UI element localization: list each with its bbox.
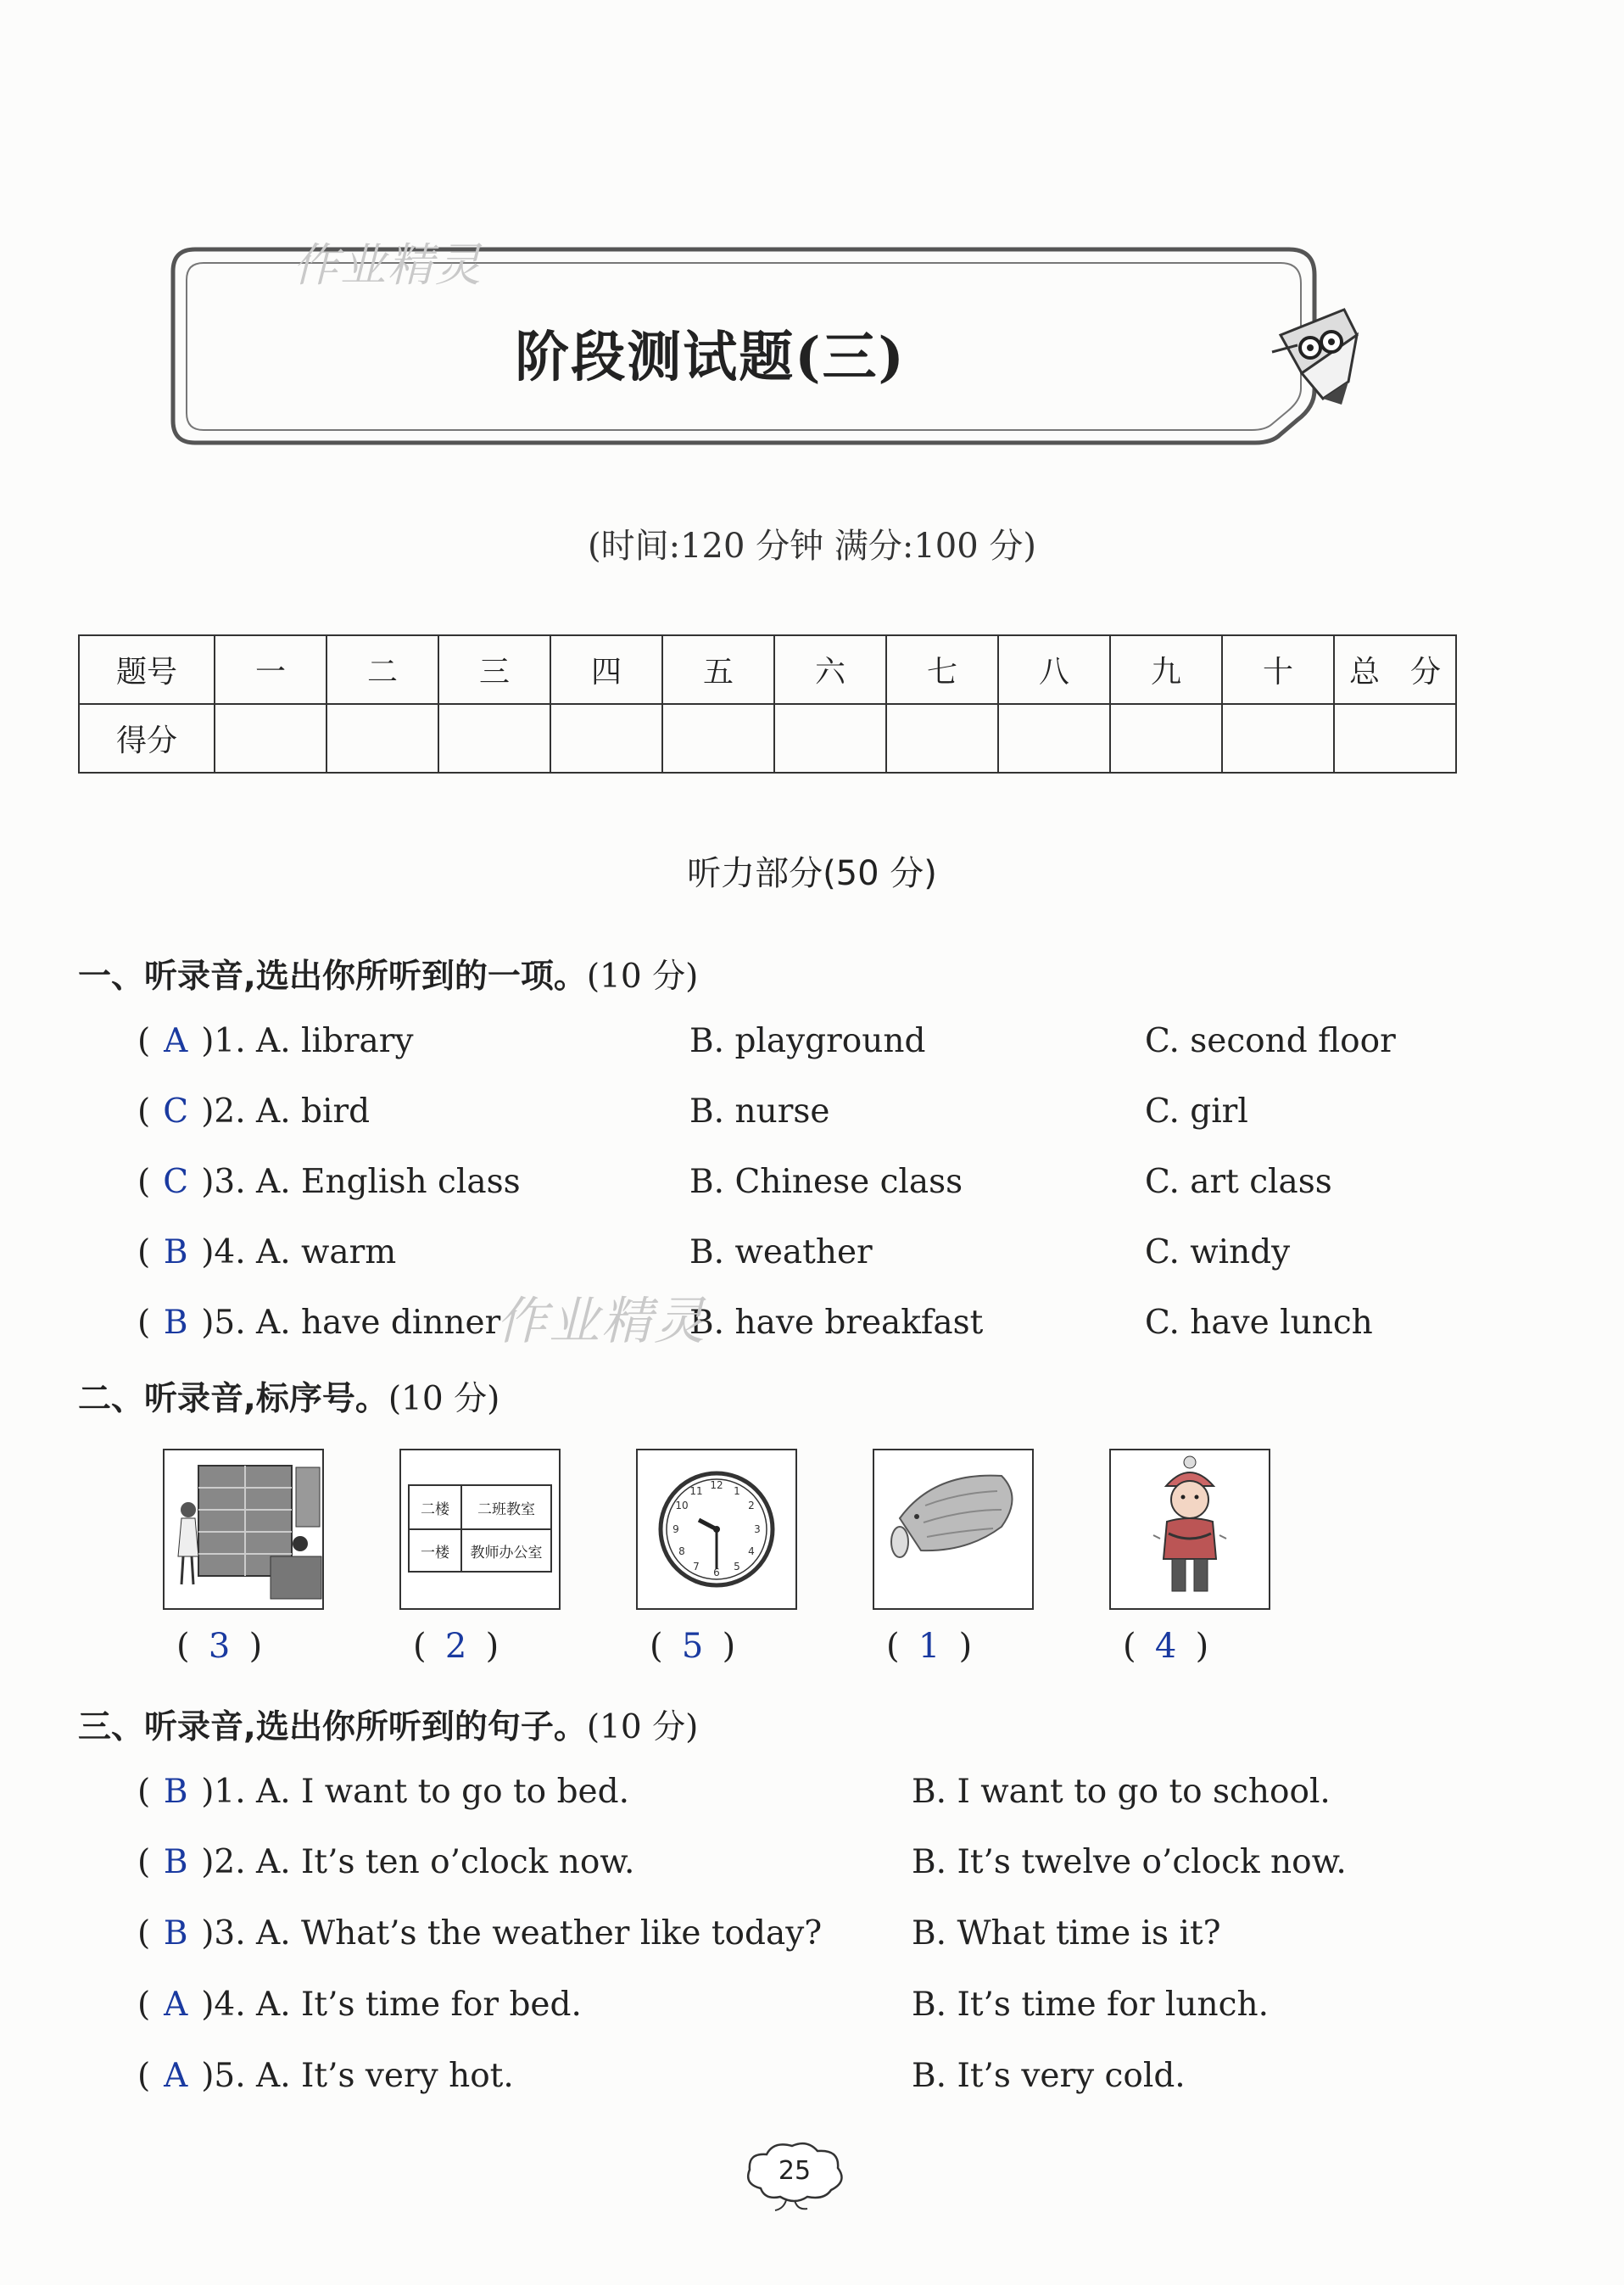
pencil-mascot-icon [1264, 301, 1365, 407]
score-table [78, 634, 1457, 774]
svg-text:6: 6 [713, 1567, 720, 1578]
picture-5-number: ( 4 ) [1123, 1627, 1209, 1666]
svg-text:4: 4 [748, 1545, 755, 1557]
watermark: 作业精灵 [496, 1292, 706, 1351]
option-b: B. What time is it? [912, 1914, 1221, 1953]
option-b: B. It’s time for lunch. [912, 1986, 1269, 2024]
section3-points: (10 分) [586, 1708, 699, 1746]
picture-3-number: ( 5 ) [650, 1627, 736, 1666]
picture-1-number: ( 3 ) [176, 1627, 263, 1666]
watermark: 作业精灵 [293, 238, 483, 292]
header-cell: 三 [438, 635, 550, 704]
s3-question-3: ( B )3. A. What’s the weather like today? [137, 1914, 823, 1953]
svg-text:7: 7 [693, 1561, 700, 1573]
listening-title: 听力部分(50 分) [687, 854, 937, 893]
option-a: )4. A. warm [201, 1233, 397, 1271]
option-c: C. second floor [1145, 1022, 1396, 1060]
score-cell[interactable] [886, 704, 998, 773]
option-c: C. girl [1145, 1092, 1248, 1131]
answer[interactable]: B [163, 1843, 188, 1881]
option-a: )3. A. English class [201, 1163, 521, 1201]
cold-child-icon [1109, 1449, 1270, 1610]
option-a: )5. A. have dinner [201, 1304, 501, 1342]
header-cell: 一 [215, 635, 326, 704]
answer[interactable]: A [164, 2057, 188, 2095]
score-cell[interactable] [1222, 704, 1334, 773]
svg-text:12: 12 [710, 1479, 723, 1491]
score-cell[interactable] [215, 704, 326, 773]
header-cell: 六 [774, 635, 886, 704]
option-b: B. weather [689, 1233, 873, 1271]
s1-question-5: ( B )5. A. have dinner [137, 1304, 501, 1342]
svg-text:10: 10 [675, 1500, 689, 1511]
option-b: B. playground [689, 1022, 926, 1060]
sign-cell: 一楼 [410, 1530, 462, 1571]
section1-heading [78, 950, 698, 997]
svg-text:3: 3 [754, 1523, 761, 1535]
score-cell[interactable] [326, 704, 438, 773]
header-cell: 九 [1110, 635, 1222, 704]
wind-icon [873, 1449, 1034, 1610]
answer[interactable]: A [164, 1986, 188, 2024]
sign-cell: 二班教室 [477, 1500, 535, 1518]
s3-question-2: ( B )2. A. It’s ten o’clock now. [137, 1843, 635, 1881]
page-title: 阶段测试题(三) [515, 326, 906, 389]
s3-question-1: ( B )1. A. I want to go to bed. [137, 1773, 629, 1811]
option-c: C. windy [1145, 1233, 1291, 1271]
s1-question-3: ( C )3. A. English class [137, 1163, 521, 1201]
svg-text:1: 1 [734, 1485, 740, 1497]
header-cell: 八 [998, 635, 1110, 704]
answer[interactable]: B [163, 1914, 188, 1953]
option-a: )2. A. bird [201, 1092, 371, 1131]
answer[interactable]: B [163, 1773, 188, 1811]
s1-question-1: ( A )1. A. library [137, 1022, 414, 1060]
option-b: B. It’s twelve o’clock now. [912, 1843, 1347, 1881]
answer[interactable]: 1 [918, 1627, 940, 1666]
answer[interactable]: 5 [681, 1627, 704, 1666]
floor-sign-icon [399, 1449, 561, 1610]
page-number: 25 [778, 2156, 812, 2186]
header-cell: 四 [550, 635, 662, 704]
header-cell: 五 [662, 635, 774, 704]
section3-heading-text: 三、听录音,选出你所听到的句子。 [78, 1708, 587, 1746]
section1-points: (10 分) [586, 958, 699, 996]
svg-text:5: 5 [734, 1561, 740, 1573]
option-a: )1. A. I want to go to bed. [201, 1773, 629, 1811]
option-c: C. art class [1145, 1163, 1332, 1201]
answer[interactable]: A [164, 1022, 188, 1060]
option-b: B. Chinese class [689, 1163, 963, 1201]
option-a: )1. A. library [201, 1022, 414, 1060]
score-cell[interactable] [438, 704, 550, 773]
score-table-header-row [79, 635, 1456, 704]
section2-points: (10 分) [388, 1380, 500, 1418]
option-a: )4. A. It’s time for bed. [201, 1986, 582, 2024]
option-b: B. have breakfast [689, 1304, 984, 1342]
s3-question-5: ( A )5. A. It’s very hot. [137, 2057, 514, 2095]
sign-cell: 二楼 [410, 1486, 462, 1528]
header-cell: 总 分 [1334, 635, 1456, 704]
answer[interactable]: 3 [208, 1627, 231, 1666]
score-cell[interactable] [1110, 704, 1222, 773]
score-label-cell: 得分 [79, 704, 215, 773]
header-cell: 题号 [79, 635, 215, 704]
svg-text:11: 11 [689, 1485, 703, 1497]
score-cell[interactable] [998, 704, 1110, 773]
library-icon [163, 1449, 324, 1610]
s3-question-4: ( A )4. A. It’s time for bed. [137, 1986, 582, 2024]
option-a: )3. A. What’s the weather like today? [201, 1914, 823, 1953]
sign-cell: 教师办公室 [470, 1544, 543, 1562]
score-cell[interactable] [774, 704, 886, 773]
svg-text:2: 2 [748, 1500, 755, 1511]
answer[interactable]: B [163, 1233, 188, 1271]
s1-question-4: ( B )4. A. warm [137, 1233, 397, 1271]
score-cell[interactable] [662, 704, 774, 773]
svg-text:8: 8 [678, 1545, 685, 1557]
score-cell[interactable] [550, 704, 662, 773]
header-cell: 二 [326, 635, 438, 704]
section1-heading-text: 一、听录音,选出你所听到的一项。 [78, 958, 587, 996]
exam-info: (时间:120 分钟 满分:100 分) [587, 527, 1036, 566]
score-table-score-row [79, 704, 1456, 773]
header-cell: 十 [1222, 635, 1334, 704]
answer[interactable]: C [163, 1163, 189, 1201]
page-number-badge [739, 2137, 850, 2215]
clock-icon [636, 1449, 797, 1610]
section3-heading [78, 1701, 698, 1748]
picture-4-number: ( 1 ) [886, 1627, 973, 1666]
option-b: B. nurse [689, 1092, 830, 1131]
answer[interactable]: B [163, 1304, 188, 1342]
answer[interactable]: C [163, 1092, 189, 1131]
header-cell: 七 [886, 635, 998, 704]
section2-heading [78, 1372, 499, 1420]
score-cell[interactable] [1334, 704, 1456, 773]
section2-heading-text: 二、听录音,标序号。 [78, 1380, 388, 1418]
svg-text:9: 9 [672, 1523, 679, 1535]
answer[interactable]: 2 [444, 1627, 467, 1666]
answer[interactable]: 4 [1154, 1627, 1177, 1666]
option-c: C. have lunch [1145, 1304, 1373, 1342]
s1-question-2: ( C )2. A. bird [137, 1092, 371, 1131]
option-b: B. It’s very cold. [912, 2057, 1186, 2095]
picture-2-number: ( 2 ) [413, 1627, 499, 1666]
option-a: )5. A. It’s very hot. [201, 2057, 514, 2095]
option-b: B. I want to go to school. [912, 1773, 1331, 1811]
option-a: )2. A. It’s ten o’clock now. [201, 1843, 635, 1881]
